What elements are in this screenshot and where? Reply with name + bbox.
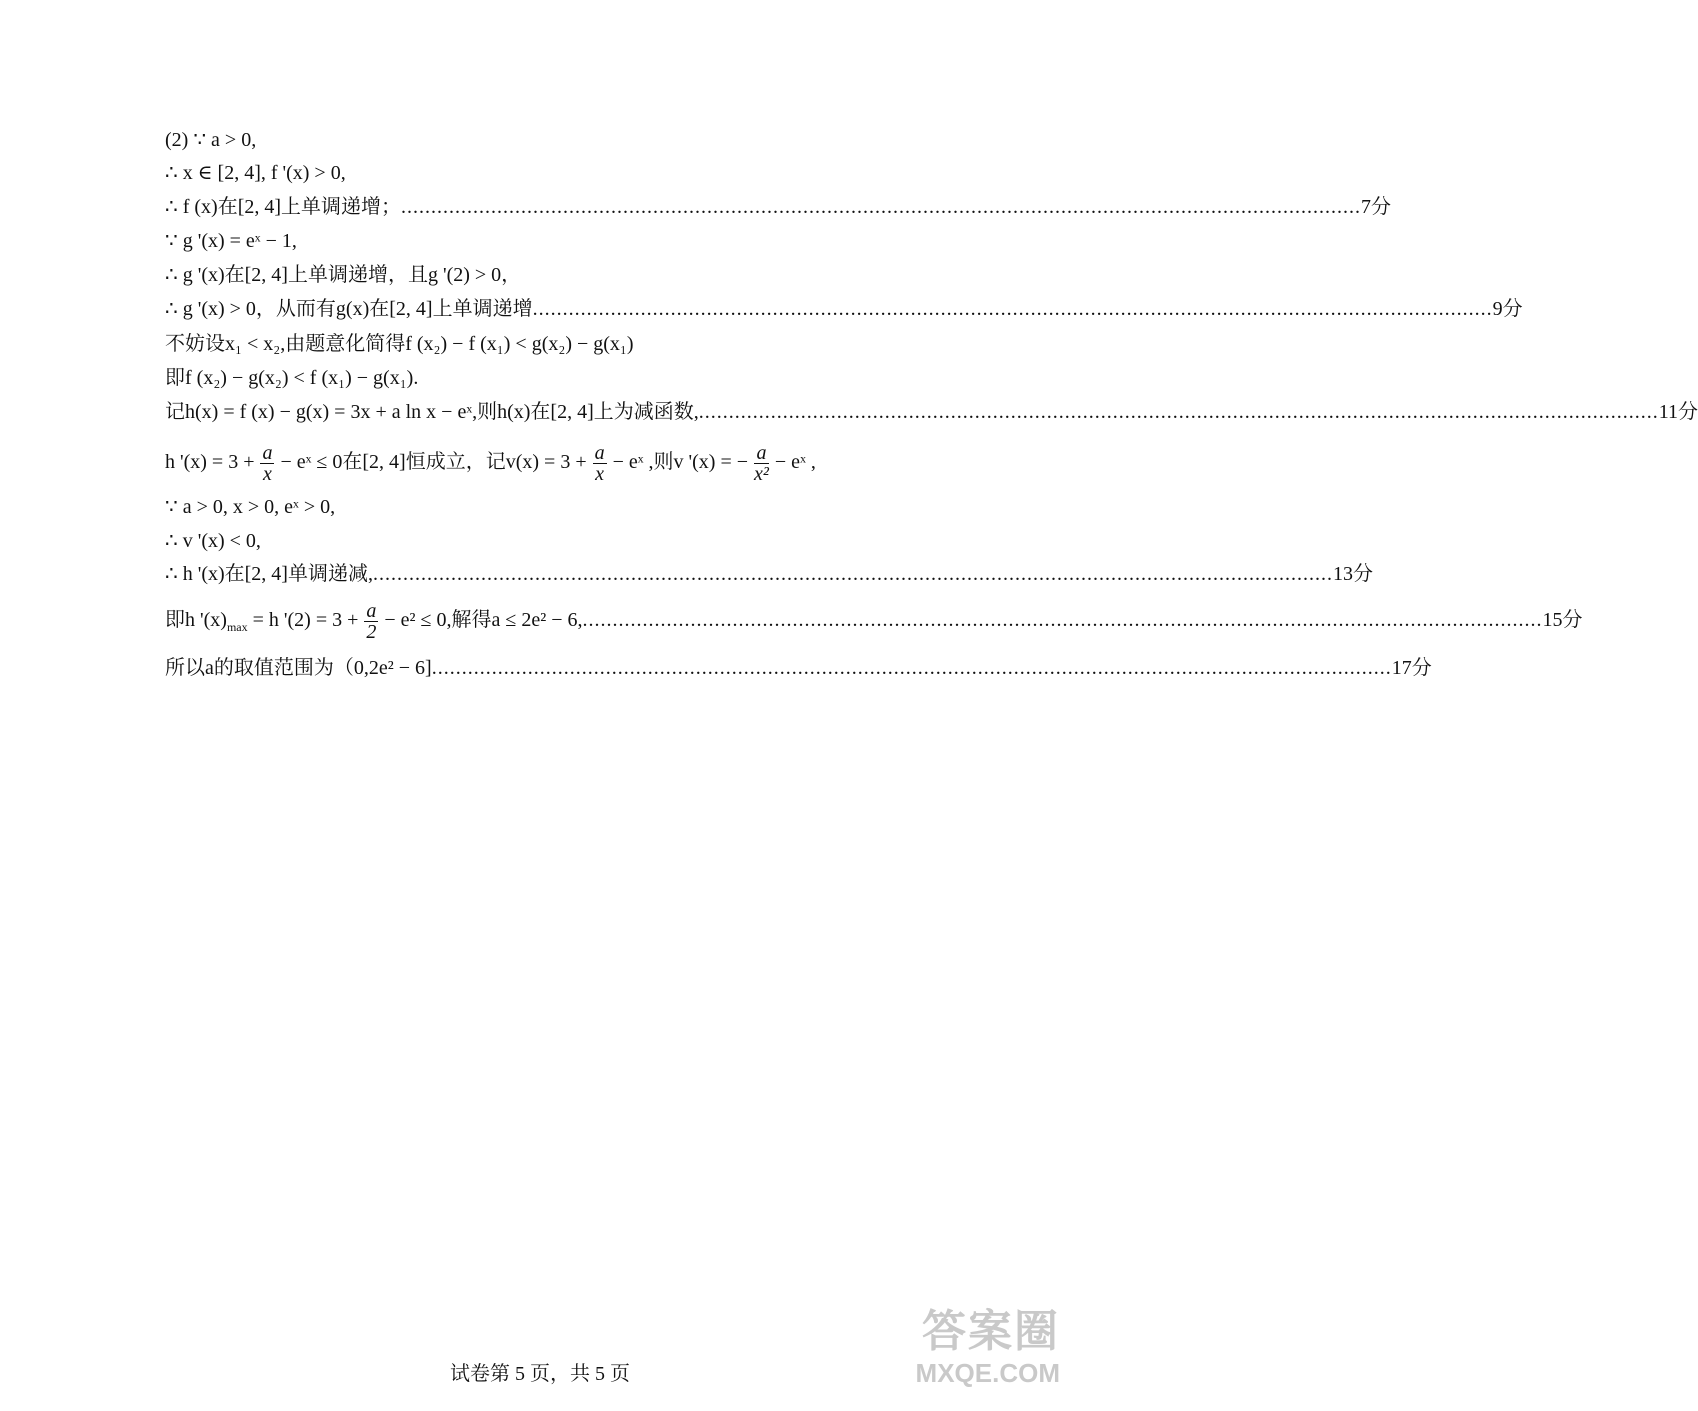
numerator: a xyxy=(754,443,769,464)
score-15: 15分 xyxy=(1542,609,1583,631)
dot-leader: ................................................................................................................................................................ xyxy=(431,657,1392,679)
watermark-bottom-text: MXQE.COM xyxy=(915,1358,1060,1388)
expr-part: 即h '(x) xyxy=(165,609,227,631)
solution-line-15-text: 所以a的取值范围为（0,2e² − 6] xyxy=(165,657,432,679)
solution-line-13-text: ∴ h '(x)在[2, 4]单调递减, xyxy=(165,563,373,585)
solution-line-14 xyxy=(165,598,1583,643)
numerator: a xyxy=(262,441,273,464)
fraction xyxy=(364,601,378,642)
fraction xyxy=(260,443,274,484)
page-footer: 试卷第 5 页，共 5 页 xyxy=(450,1363,630,1385)
subscript-max: max xyxy=(226,620,248,634)
score-7: 7分 xyxy=(1361,196,1392,218)
solution-line-8: 即f (x₂) − g(x₂) < f (x₁) − g(x₁). xyxy=(165,367,419,389)
solution-line-1: (2) ∵ a > 0, xyxy=(165,129,257,151)
solution-line-3 xyxy=(165,195,1392,219)
denominator: x² xyxy=(754,462,769,485)
solution-line-7: 不妨设x₁ < x₂,由题意化简得f (x₂) − f (x₁) < g(x₂) − g(x₁) xyxy=(165,333,634,355)
watermark-logo xyxy=(900,1307,1060,1397)
score-9: 9分 xyxy=(1492,298,1523,320)
score-17: 17分 xyxy=(1391,657,1432,679)
expr-part: − eˣ , xyxy=(774,451,816,473)
solution-line-15 xyxy=(165,656,1432,680)
denominator: x xyxy=(595,462,605,485)
denominator: 2 xyxy=(366,620,377,643)
numerator: a xyxy=(594,441,605,464)
solution-line-14-text xyxy=(165,598,583,649)
solution-line-6-text: ∴ g '(x) > 0，从而有g(x)在[2, 4]上单调递增 xyxy=(165,298,533,320)
watermark-top-text: 答案圈 xyxy=(922,1307,1060,1356)
dot-leader: ................................................................................................................................................................ xyxy=(532,298,1493,320)
denominator: x xyxy=(263,462,272,485)
score-11: 11分 xyxy=(1658,401,1698,423)
dot-leader: ................................................................................................................................................................ xyxy=(372,563,1333,585)
solution-line-9-text: 记h(x) = f (x) − g(x) = 3x + a ln x − eˣ,则h(x)在[2, 4]上为减函数, xyxy=(165,401,699,423)
solution-line-3-text: ∴ f (x)在[2, 4]上单调递增； xyxy=(165,196,402,218)
fraction xyxy=(593,443,607,484)
expr-part: h '(x) = 3 + xyxy=(165,451,255,473)
solution-line-10 xyxy=(165,440,816,484)
solution-line-2: ∴ x ∈ [2, 4], f '(x) > 0, xyxy=(165,162,346,184)
solution-line-11: ∵ a > 0, x > 0, eˣ > 0, xyxy=(165,496,336,518)
solution-line-13 xyxy=(165,562,1373,586)
expr-part: − eˣ ,则v '(x) = − xyxy=(612,451,749,473)
solution-line-6 xyxy=(165,297,1523,321)
solution-line-5: ∴ g '(x)在[2, 4]上单调递增，且g '(2) > 0， xyxy=(165,264,522,286)
dot-leader: ................................................................................................................................................................ xyxy=(698,401,1659,423)
dot-leader: ................................................................................................................................................................ xyxy=(401,196,1362,218)
expr-part: − eˣ ≤ 0在[2, 4]恒成立，记v(x) = 3 + xyxy=(280,451,587,473)
solution-line-9 xyxy=(165,400,1698,424)
score-13: 13分 xyxy=(1332,563,1373,585)
expr-part: = h '(2) = 3 + xyxy=(252,609,359,631)
expr-part: − e² ≤ 0,解得a ≤ 2e² − 6, xyxy=(384,609,583,631)
solution-line-4: ∵ g '(x) = eˣ − 1, xyxy=(165,230,297,252)
dot-leader: ................................................................................................................................................................ xyxy=(582,609,1543,631)
fraction xyxy=(754,443,769,484)
solution-line-12: ∴ v '(x) < 0, xyxy=(165,530,261,552)
numerator: a xyxy=(366,599,377,622)
